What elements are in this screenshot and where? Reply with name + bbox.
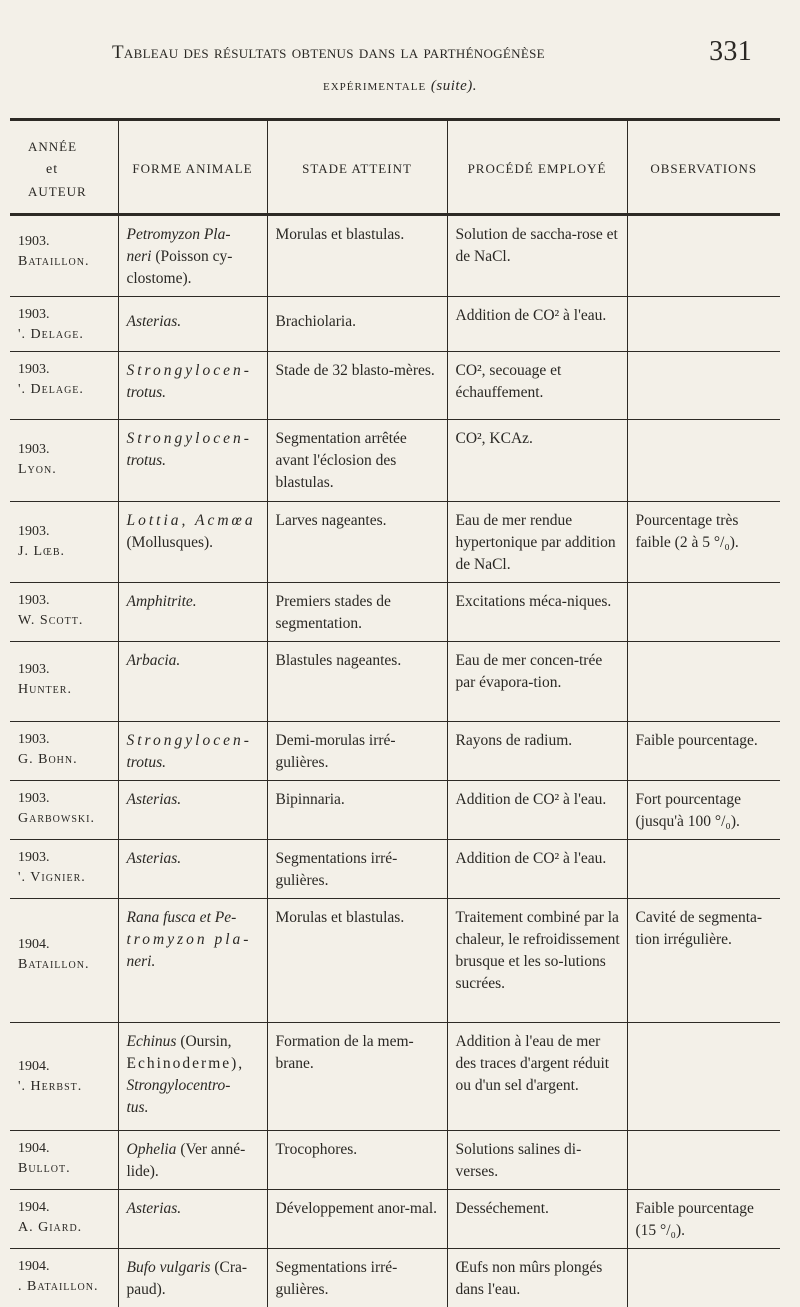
year-author-cell: 1904. A. Giard. (10, 1190, 118, 1249)
table-row (10, 583, 780, 642)
observations-cell (627, 642, 780, 722)
observations-cell (627, 297, 780, 352)
procede-cell: CO², secouage et échauffement. (447, 352, 627, 420)
year-author-cell: 1903. Lyon. (10, 420, 118, 502)
stade-cell: Bipinnaria. (267, 781, 447, 840)
stade-cell: Formation de la mem-brane. (267, 1023, 447, 1131)
column-header-annee: ANNÉE et AUTEUR (10, 120, 118, 215)
stade-cell: Morulas et blastulas. (267, 215, 447, 297)
forme-cell: Bufo vulgaris (Cra- paud). (118, 1249, 267, 1307)
table-row (10, 352, 780, 420)
table-header-row (10, 120, 780, 215)
observations-cell (627, 583, 780, 642)
procede-cell: Rayons de radium. (447, 722, 627, 781)
table-row (10, 297, 780, 352)
observations-cell (627, 1023, 780, 1131)
page-title: Tableau des résultats obtenus dans la parthénogénèse (112, 42, 545, 64)
forme-cell: Asterias. (118, 840, 267, 899)
procede-cell: Desséchement. (447, 1190, 627, 1249)
table-row (10, 1190, 780, 1249)
procede-cell: Addition à l'eau de mer des traces d'argent réduit ou d'un sel d'argent. (447, 1023, 627, 1131)
stade-cell: Blastules nageantes. (267, 642, 447, 722)
year-author-cell: 1904. . Bataillon. (10, 1249, 118, 1307)
procede-cell: Traitement combiné par la chaleur, le refroidissement brusque et les so-lutions sucrées. (447, 899, 627, 1023)
forme-cell: Rana fusca et Pe- tromyzon pla- neri. (118, 899, 267, 1023)
year-author-cell: 1903. Garbowski. (10, 781, 118, 840)
page-number: 331 (709, 36, 752, 68)
observations-cell: Faible pourcentage. (627, 722, 780, 781)
stade-cell: Segmentations irré-gulières. (267, 1249, 447, 1307)
procede-cell: Solution de saccha-rose et de NaCl. (447, 215, 627, 297)
stade-cell: Morulas et blastulas. (267, 899, 447, 1023)
table-row (10, 215, 780, 297)
year-author-cell: 1903. '. Delage. (10, 352, 118, 420)
forme-cell: Strongylocen- trotus. (118, 722, 267, 781)
forme-cell: Strongylocen- trotus. (118, 352, 267, 420)
observations-cell: Cavité de segmenta-tion irrégulière. (627, 899, 780, 1023)
year-author-cell: 1904. '. Herbst. (10, 1023, 118, 1131)
forme-cell: Asterias. (118, 1190, 267, 1249)
observations-cell (627, 420, 780, 502)
procede-cell: Addition de CO² à l'eau. (447, 781, 627, 840)
stade-cell: Demi-morulas irré-gulières. (267, 722, 447, 781)
stade-cell: Larves nageantes. (267, 502, 447, 583)
stade-cell: Premiers stades de segmentation. (267, 583, 447, 642)
column-header-procede: PROCÉDÉ EMPLOYÉ (447, 120, 627, 215)
stade-cell: Segmentation arrêtée avant l'éclosion des blastulas. (267, 420, 447, 502)
table-row (10, 781, 780, 840)
column-header-stade: STADE ATTEINT (267, 120, 447, 215)
table-row (10, 1249, 780, 1307)
forme-cell: Petromyzon Pla- neri (Poisson cy- clostome). (118, 215, 267, 297)
forme-cell: Asterias. (118, 781, 267, 840)
procede-cell: Solutions salines di-verses. (447, 1131, 627, 1190)
year-author-cell: 1903. Bataillon. (10, 215, 118, 297)
column-header-forme: FORME ANIMALE (118, 120, 267, 215)
observations-cell: Fort pourcentage (jusqu'à 100 °/₀). (627, 781, 780, 840)
year-author-cell: 1903. '. Delage. (10, 297, 118, 352)
table-row (10, 899, 780, 1023)
procede-cell: CO², KCAz. (447, 420, 627, 502)
observations-cell (627, 1249, 780, 1307)
year-author-cell: 1903. '. Vignier. (10, 840, 118, 899)
year-author-cell: 1903. W. Scott. (10, 583, 118, 642)
stade-cell: Développement anor-mal. (267, 1190, 447, 1249)
page-subtitle (0, 78, 800, 95)
forme-cell: Lottia, Acmœa (Mollusques). (118, 502, 267, 583)
year-author-cell: 1903. G. Bohn. (10, 722, 118, 781)
results-table (10, 118, 780, 1307)
table-row (10, 840, 780, 899)
table-row (10, 722, 780, 781)
observations-cell: Pourcentage très faible (2 à 5 °/₀). (627, 502, 780, 583)
table-row (10, 1023, 780, 1131)
procede-cell: Eau de mer concen-trée par évapora-tion. (447, 642, 627, 722)
subtitle-suffix: (suite). (431, 78, 477, 94)
forme-cell: Amphitrite. (118, 583, 267, 642)
table-row (10, 420, 780, 502)
observations-cell: Faible pourcentage (15 °/₀). (627, 1190, 780, 1249)
observations-cell (627, 840, 780, 899)
forme-cell: Echinus (Oursin, Echinoderme), Strongylocentro- tus. (118, 1023, 267, 1131)
procede-cell: Addition de CO² à l'eau. (447, 297, 627, 352)
year-author-cell: 1904. Bataillon. (10, 899, 118, 1023)
procede-cell: Addition de CO² à l'eau. (447, 840, 627, 899)
forme-cell: Asterias. (118, 297, 267, 352)
forme-cell: Arbacia. (118, 642, 267, 722)
procede-cell: Excitations méca-niques. (447, 583, 627, 642)
table-row (10, 502, 780, 583)
column-header-observations: OBSERVATIONS (627, 120, 780, 215)
year-author-cell: 1903. Hunter. (10, 642, 118, 722)
subtitle-text: expérimentale (323, 78, 426, 94)
year-author-cell: 1904. Bullot. (10, 1131, 118, 1190)
observations-cell (627, 352, 780, 420)
forme-cell: Ophelia (Ver anné- lide). (118, 1131, 267, 1190)
observations-cell (627, 1131, 780, 1190)
observations-cell (627, 215, 780, 297)
year-author-cell: 1903. J. Lœb. (10, 502, 118, 583)
procede-cell: Œufs non mûrs plongés dans l'eau. (447, 1249, 627, 1307)
stade-cell: Trocophores. (267, 1131, 447, 1190)
table-row (10, 642, 780, 722)
procede-cell: Eau de mer rendue hypertonique par addition de NaCl. (447, 502, 627, 583)
stade-cell: Brachiolaria. (267, 297, 447, 352)
stade-cell: Stade de 32 blasto-mères. (267, 352, 447, 420)
stade-cell: Segmentations irré-gulières. (267, 840, 447, 899)
forme-cell: Strongylocen- trotus. (118, 420, 267, 502)
table-row (10, 1131, 780, 1190)
